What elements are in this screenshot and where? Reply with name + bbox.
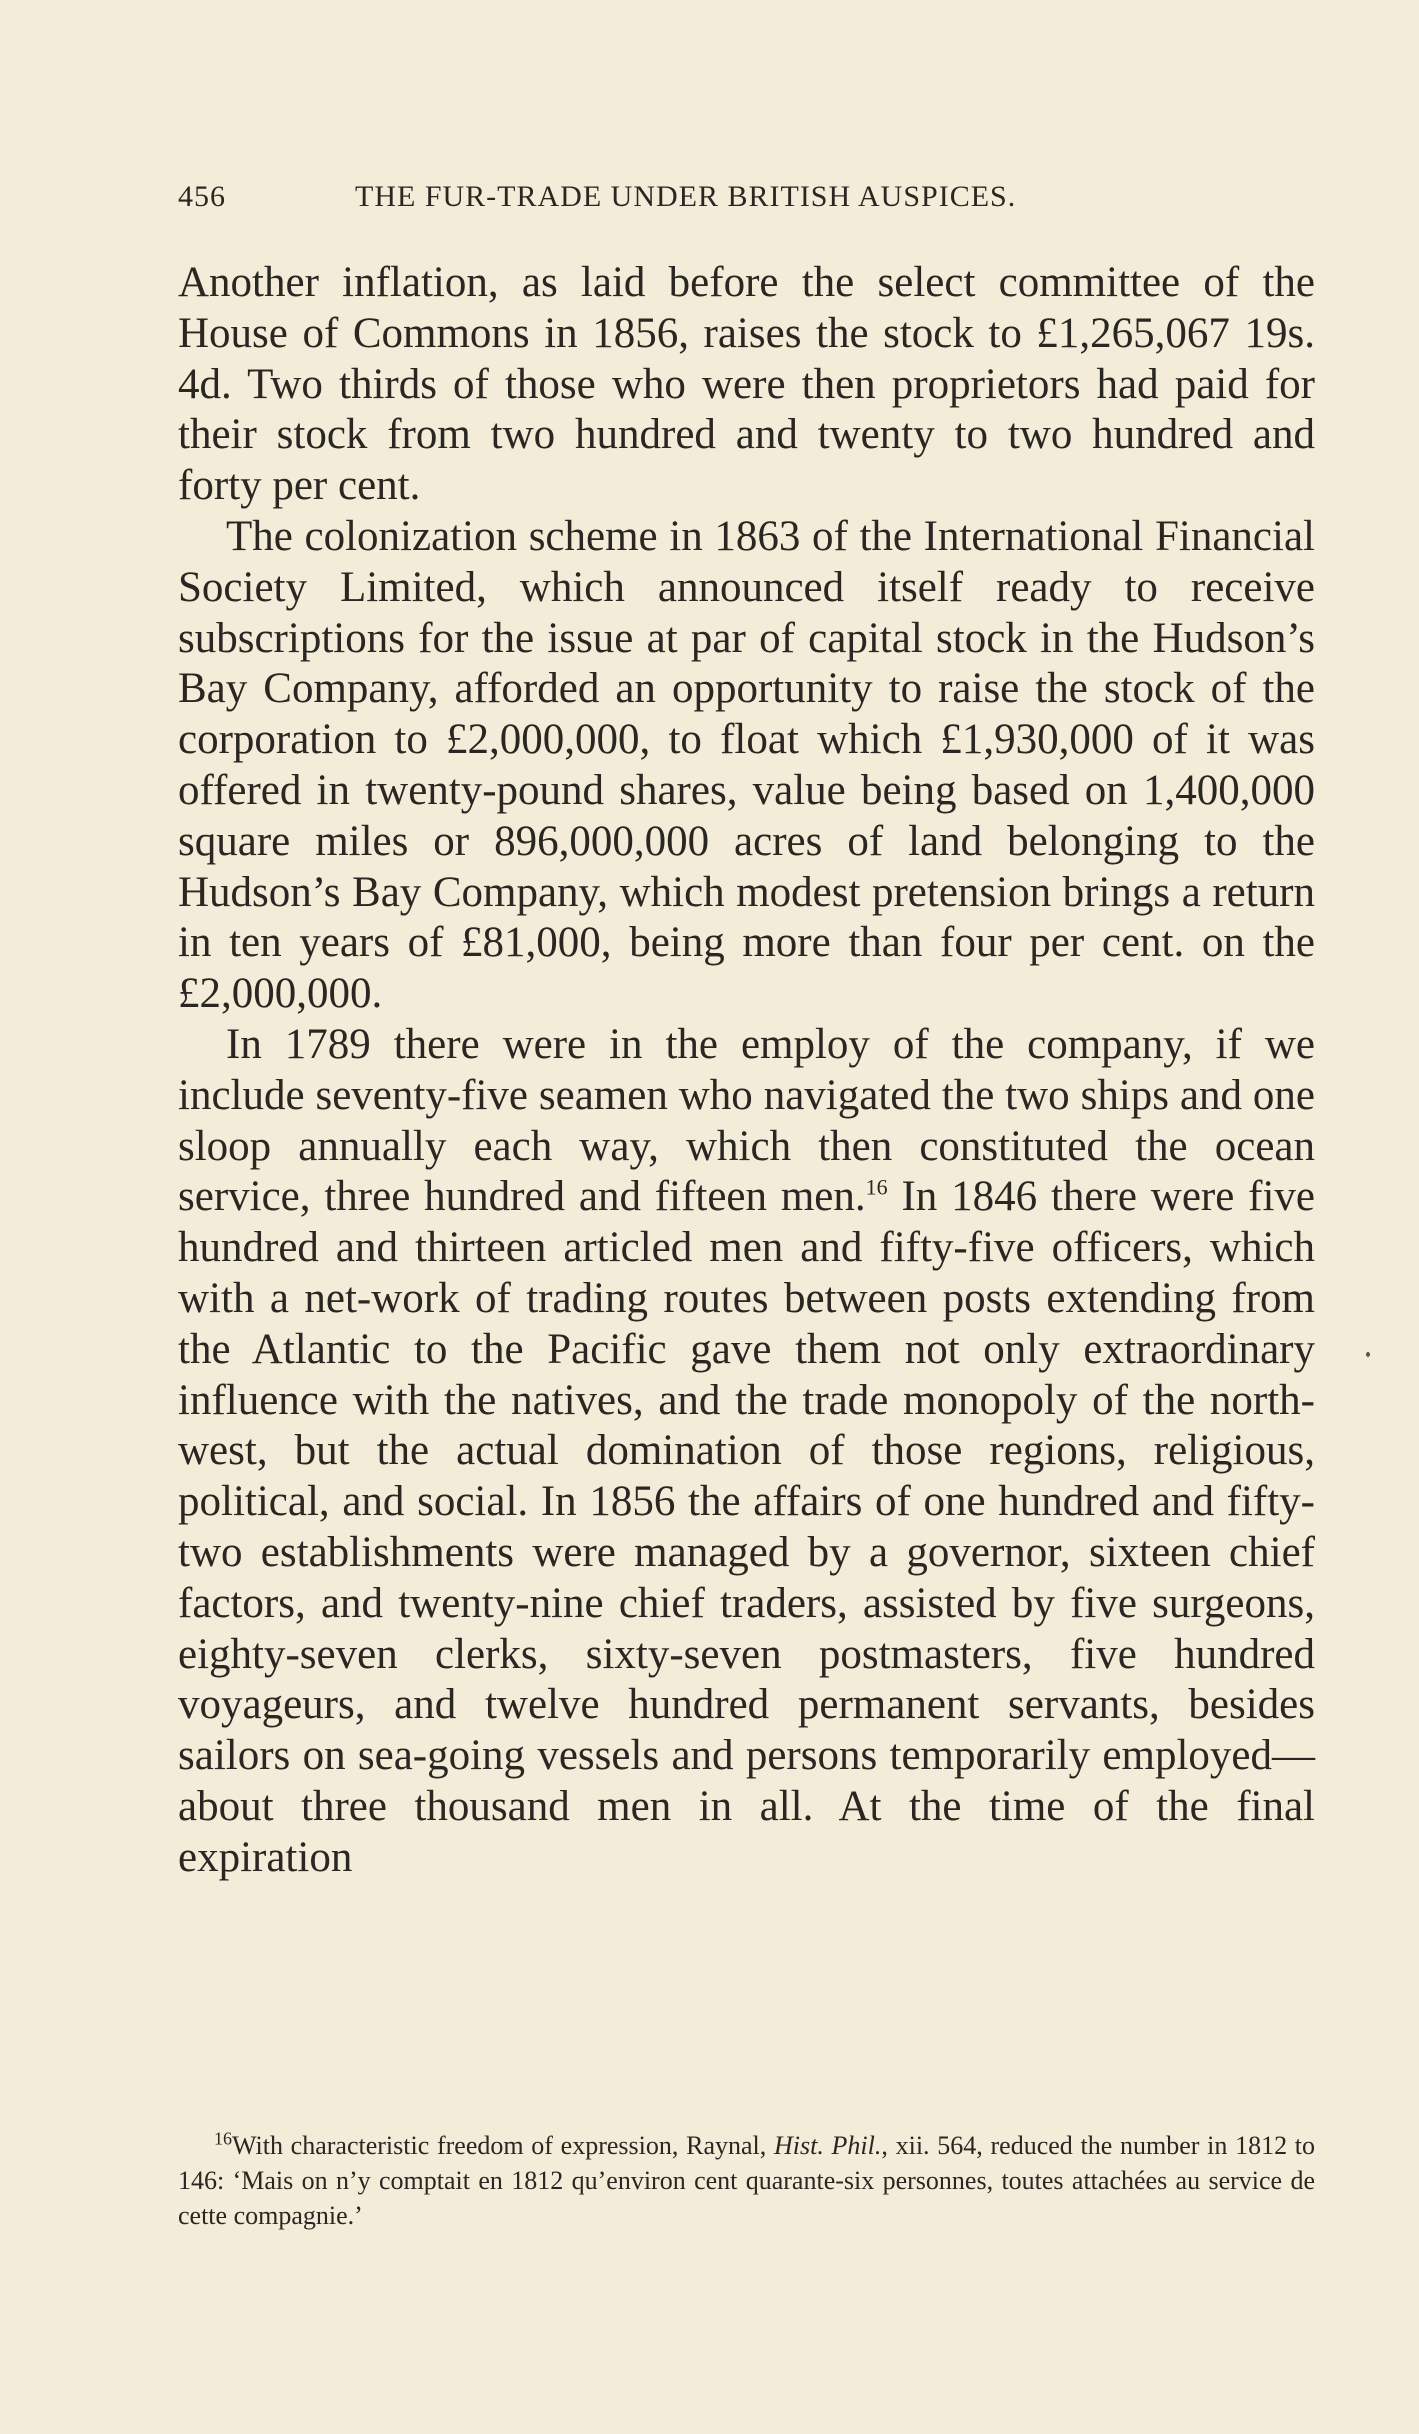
paragraph-3-text-after-note: In 1846 there were five hundred and thirteen articled men and fifty-five officers, which with a net-work of trading routes between posts extending from the Atlantic to the Pacific gave them not only extraordinary influence with the natives, and the trade monopoly of the north-west, but the actual domination of those regions, religious, political, and social. In 1856 the affairs of one hundred and fifty-two establishments were managed by a governor, sixteen chief factors, and twenty-nine chief traders, assisted by five surgeons, eighty-seven clerks, sixty-seven postmasters, five hundred voyageurs, and twelve hundred permanent servants, besides sailors on sea-going vessels and persons temporarily employed—about three thousand men in all. At the time of the final expiration [178, 1173, 1316, 1881]
paragraph-3 [178, 1020, 1315, 1884]
paragraph-3-text-before-note: In 1789 there were in the employ of the company, if we include seventy-five seamen who navigated the two ships and one sloop annually each way, which then constituted the ocean service, three hundred and fifteen men. [178, 1020, 1315, 1221]
page-header [178, 180, 1318, 224]
ink-speck [1366, 1352, 1370, 1357]
footnote-text-end: , xii. 564, reduced the number in 1812 to 146: ‘Mais on n’y comptait en 1812 qu’environ cent quarante-six personnes, toutes attachées au service de cette compagnie.’ [178, 2131, 1316, 2230]
footnote-italic-title: Hist. Phil. [773, 2131, 882, 2160]
footnote-text-start: With characteristic freedom of expression, Raynal, [232, 2131, 774, 2160]
footnote-reference: 16 [865, 1175, 888, 1201]
footnote-mark: 16 [214, 2128, 232, 2149]
page-number: 456 [178, 180, 226, 213]
running-head: THE FUR-TRADE UNDER BRITISH AUSPICES. [355, 180, 1017, 213]
footnote [178, 2128, 1315, 2233]
paragraph-2: The colonization scheme in 1863 of the International Financial Society Limited, which announced itself ready to receive subscriptions for the issue at par of capital stock in the Hudson’s Bay Company, afforded an opportunity to raise the stock of the corporation to £2,000,000, to float which £1,930,000 of it was offered in twenty-pound shares, value being based on 1,400,000 square miles or 896,000,000 acres of land belonging to the Hudson’s Bay Company, which modest pretension brings a return in ten years of £81,000, being more than four per cent. on the £2,000,000. [178, 512, 1315, 1018]
body-text [178, 258, 1315, 1884]
paragraph-1: Another inflation, as laid before the select committee of the House of Commons in 1856, raises the stock to £1,265,067 19s. 4d. Two thirds of those who were then proprietors had paid for their stock from two hundred and twenty to two hundred and forty per cent. [178, 259, 1315, 510]
